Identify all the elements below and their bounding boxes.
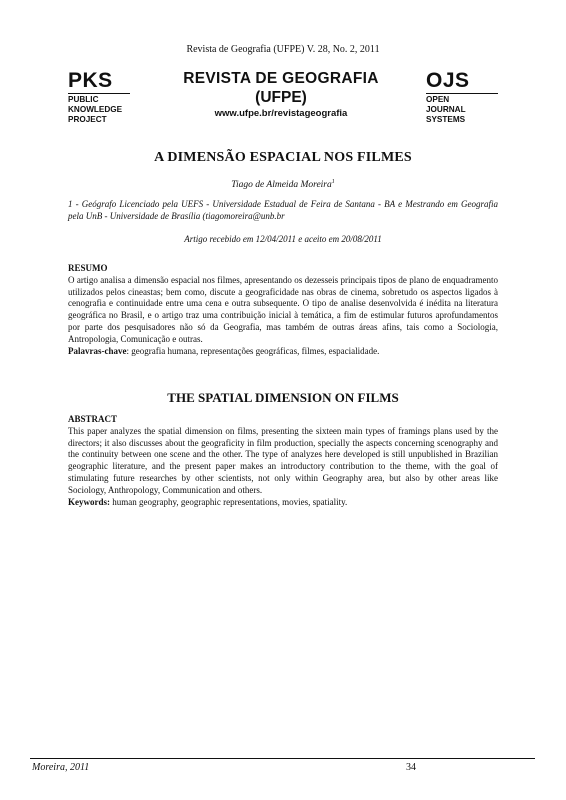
author-name: Tiago de Almeida Moreira [231, 180, 332, 191]
abstract-keywords [68, 497, 498, 509]
received-dates: Artigo recebido em 12/04/2011 e aceito em 20/08/2011 [184, 234, 382, 244]
pks-line-3: PROJECT [68, 115, 107, 124]
resumo-keywords [68, 346, 498, 358]
footer-citation: Moreira, 2011 [32, 762, 90, 773]
masthead [68, 70, 498, 132]
resumo-section [68, 263, 498, 357]
resumo-text: O artigo analisa a dimensão espacial nos filmes, apresentando os dezesseis principais tipos de plano de enquadramento utilizados pelos cineastas; bem como, discute a geograficidade nas obras de cinema, sobretudo os aspectos ligados à cenografia e continuidade entre uma cena e outra subsequente. O tipo de analise desenvolvida é inédita na literatura geográfica no Brasil, e o artigo traz uma contribuição inicial à temática, a fim de estimular futuros aprofundamentos por parte dos pesquisadores não só da Geografia, mas também de outras áreas afins, tais como a Sociologia, Antropologia, Comunicação e outras. [68, 274, 498, 344]
journal-header: Revista de Geografia (UFPE) V. 28, No. 2, 2011 [186, 44, 380, 55]
keywords-label: Keywords: [68, 496, 110, 507]
ojs-logo [426, 70, 498, 125]
ojs-logo-text: OJS [426, 69, 470, 92]
palavras-chave-values: : geografia humana, representações geográficas, filmes, espacialidade. [126, 345, 380, 356]
author-footnote-marker: 1 [331, 179, 335, 185]
pks-logo-text: PKS [68, 69, 113, 92]
english-title: THE SPATIAL DIMENSION ON FILMS [167, 390, 399, 405]
page-number: 34 [406, 762, 416, 773]
footer-rule [30, 758, 535, 759]
journal-subtitle: (UFPE) [255, 89, 307, 106]
pkp-logo [68, 70, 130, 125]
abstract-section [68, 414, 498, 508]
palavras-chave-label: Palavras-chave [68, 345, 127, 356]
ojs-logo-rule [426, 93, 498, 94]
ojs-line-1: OPEN [426, 95, 450, 104]
pks-line-2: KNOWLEDGE [68, 105, 123, 114]
abstract-heading: ABSTRACT [68, 414, 118, 424]
pks-line-1: PUBLIC [68, 95, 99, 104]
author-affiliation: 1 - Geógrafo Licenciado pela UEFS - Universidade Estadual de Feira de Santana - BA e Mestrando em Geografia pela UnB - Universidade de Brasília (tiagomoreira@unb.br [68, 199, 498, 221]
journal-title: REVISTA DE GEOGRAFIA [183, 70, 379, 87]
article-title: A DIMENSÃO ESPACIAL NOS FILMES [154, 150, 412, 165]
author-line [0, 179, 566, 190]
keywords-values: human geography, geographic representations, movies, spatiality. [110, 496, 348, 507]
abstract-text: This paper analyzes the spatial dimension on films, presenting the sixteen main types of framings plans used by the directors; it also discusses about the geograficity in film production, specially the aspects concerning scenography and the continuity between one scene and the other. The type of analyzes here developed is still unpublished in Brazilian geographic literature, and the present paper makes an introductory contribution to the theme, with the goal of stimulating future researches by other scientists, not only within Geography area, but also by other areas like Sociology, Anthropology, Communication and others. [68, 425, 498, 495]
ojs-line-3: SYSTEMS [426, 115, 466, 124]
journal-title-block [156, 70, 406, 121]
journal-url: www.ufpe.br/revistageografia [214, 108, 348, 119]
ojs-line-2: JOURNAL [426, 105, 466, 114]
resumo-heading: RESUMO [68, 263, 108, 273]
pks-logo-rule [68, 93, 130, 94]
